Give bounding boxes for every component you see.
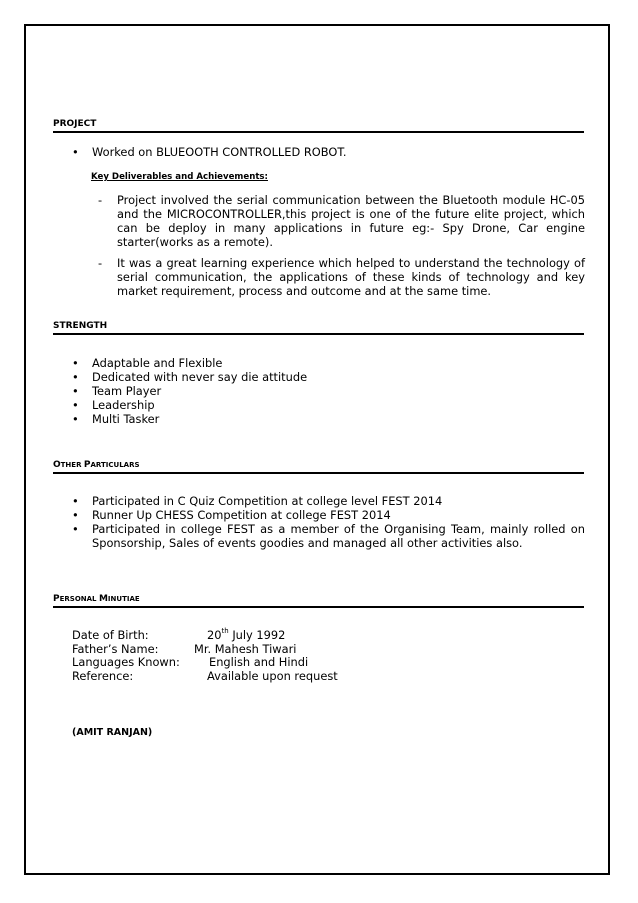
languages-row <box>72 655 309 669</box>
father-row <box>72 642 297 656</box>
strength-list <box>72 356 585 426</box>
deliverables-subheading: Key Deliverables and Achievements: <box>91 172 268 182</box>
list-item: • Leadership <box>72 398 155 412</box>
dob-suffix: th <box>221 627 229 636</box>
dob-rest: July 1992 <box>232 628 286 642</box>
strength-item-text: Leadership <box>92 398 155 412</box>
heading-letter: M <box>98 594 108 604</box>
signature-name: (AMIT RANJAN) <box>72 727 153 738</box>
heading-rest: ERSONAL <box>59 595 99 603</box>
heading-letter: P <box>83 460 91 470</box>
project-bullet-text: Worked on BLUEOOTH CONTROLLED ROBOT. <box>92 145 347 159</box>
list-item: • Participated in C Quiz Competition at college level FEST 2014 <box>72 494 443 508</box>
list-item: • Dedicated with never say die attitude <box>72 370 308 384</box>
reference-label: Reference: <box>72 669 134 683</box>
deliverable-item <box>98 193 585 249</box>
other-item-text: Participated in C Quiz Competition at college level FEST 2014 <box>92 494 443 508</box>
heading-rest: THER <box>60 461 84 469</box>
strength-heading-text: STRENGTH <box>53 321 108 331</box>
father-label: Father’s Name: <box>72 642 159 656</box>
languages-label: Languages Known: <box>72 655 180 669</box>
project-heading-text: PROJECT <box>53 119 97 129</box>
dob-label: Date of Birth: <box>72 628 149 642</box>
list-item: • Multi Tasker <box>72 412 160 426</box>
reference-value: Available upon request <box>207 669 338 683</box>
dob-day: 20 <box>207 628 222 642</box>
list-item: • Team Player <box>72 384 162 398</box>
deliverable-item <box>98 256 585 298</box>
list-item: • Participated in college FEST as a member of the Organising Team, mainly rolled on Sponsorship, Sales of events goodies and managed all other activities also. <box>72 522 585 550</box>
heading-rest: INUTIAE <box>107 595 140 603</box>
other-particulars-list <box>72 494 585 550</box>
dash-marker: - <box>98 256 103 270</box>
other-item-text: Participated in college FEST as a member of the Organising Team, mainly rolled on Sponsorship, Sales of events goodies and managed all other activities also. <box>92 522 585 550</box>
list-item: • Adaptable and Flexible <box>72 356 223 370</box>
deliverable-text: Project involved the serial communication between the Bluetooth module HC-05 and the MICROCONTROLLER,this project is one of the future elite project, which can be deploy in many applications in future eg:- Spy Drone, Car engine starter(works as a remote). <box>117 193 585 249</box>
reference-row <box>72 669 338 683</box>
strength-item-text: Adaptable and Flexible <box>92 356 223 370</box>
heading-letter: P <box>53 594 60 604</box>
personal-minutiae-heading <box>53 594 584 608</box>
dash-marker: - <box>98 193 103 207</box>
strength-item-text: Team Player <box>92 384 162 398</box>
project-heading <box>53 119 584 133</box>
dob-value <box>207 628 285 642</box>
other-item-text: Runner Up CHESS Competition at college FEST 2014 <box>92 508 391 522</box>
strength-heading <box>53 321 584 335</box>
list-item: • Worked on BLUEOOTH CONTROLLED ROBOT. <box>72 145 347 159</box>
heading-rest: ARTICULARS <box>90 461 140 469</box>
languages-value: English and Hindi <box>209 655 309 669</box>
dob-row <box>72 627 286 642</box>
other-particulars-heading <box>53 460 584 474</box>
father-value: Mr. Mahesh Tiwari <box>194 642 297 656</box>
deliverable-text: It was a great learning experience which helped to understand the technology of serial communication, the applications of these kinds of technology and key market requirement, process and outcome and at the same time. <box>117 256 585 298</box>
project-list <box>72 145 585 159</box>
strength-item-text: Multi Tasker <box>92 412 160 426</box>
list-item: • Runner Up CHESS Competition at college FEST 2014 <box>72 508 391 522</box>
heading-letter: O <box>53 460 61 470</box>
strength-item-text: Dedicated with never say die attitude <box>92 370 308 384</box>
